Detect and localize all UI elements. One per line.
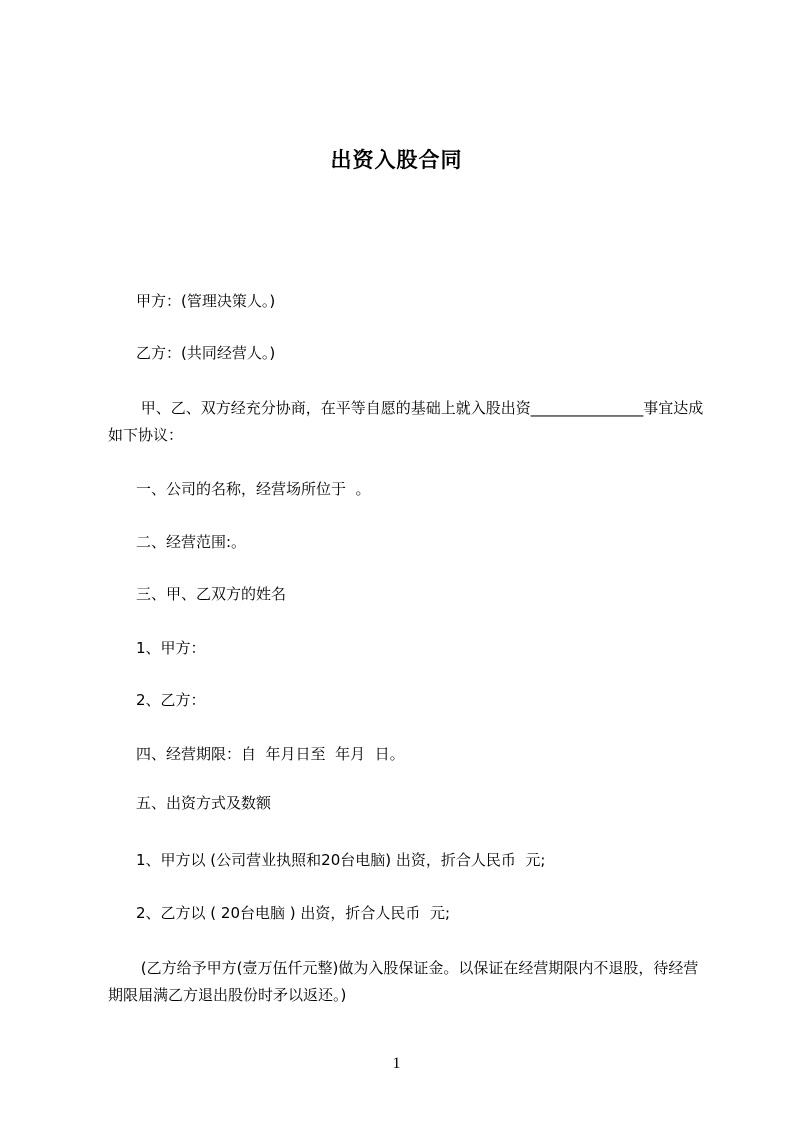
clause-3-names: 三、甲、乙双方的姓名 — [136, 585, 287, 603]
clause-5-party-a: 1、甲方以 (公司营业执照和20台电脑) 出资，折合人民币 元; — [136, 851, 546, 869]
page-number: 1 — [392, 1055, 401, 1072]
clause-3-party-b: 2、乙方： — [136, 691, 206, 709]
party-b-line: 乙方：(共同经营人。) — [136, 344, 276, 362]
preamble-paragraph: 甲、乙、双方经充分协商，在平等自愿的基础上就入股出资_______________事宜达成如下协议： — [108, 399, 704, 444]
clause-5-party-b: 2、乙方以 ( 20台电脑 ) 出资，折合人民币 元; — [136, 904, 450, 922]
deposit-note: (乙方给予甲方(壹万伍仟元整)做为入股保证金。以保证在经营期限内不退股，待经营期限届满乙方退出股份时矛以返还。) — [108, 959, 699, 1004]
clause-4-term: 四、经营期限：自 年月日至 年月 日。 — [136, 745, 405, 763]
clause-2-business-scope: 二、经营范围:。 — [136, 533, 247, 551]
party-a-line: 甲方：(管理决策人。) — [136, 292, 276, 310]
clause-5-contribution: 五、出资方式及数额 — [136, 794, 272, 812]
document-title: 出资入股合同 — [330, 148, 463, 172]
clause-1-company-name: 一、公司的名称，经营场所位于 。 — [136, 480, 371, 498]
clause-3-party-a: 1、甲方： — [136, 639, 206, 657]
